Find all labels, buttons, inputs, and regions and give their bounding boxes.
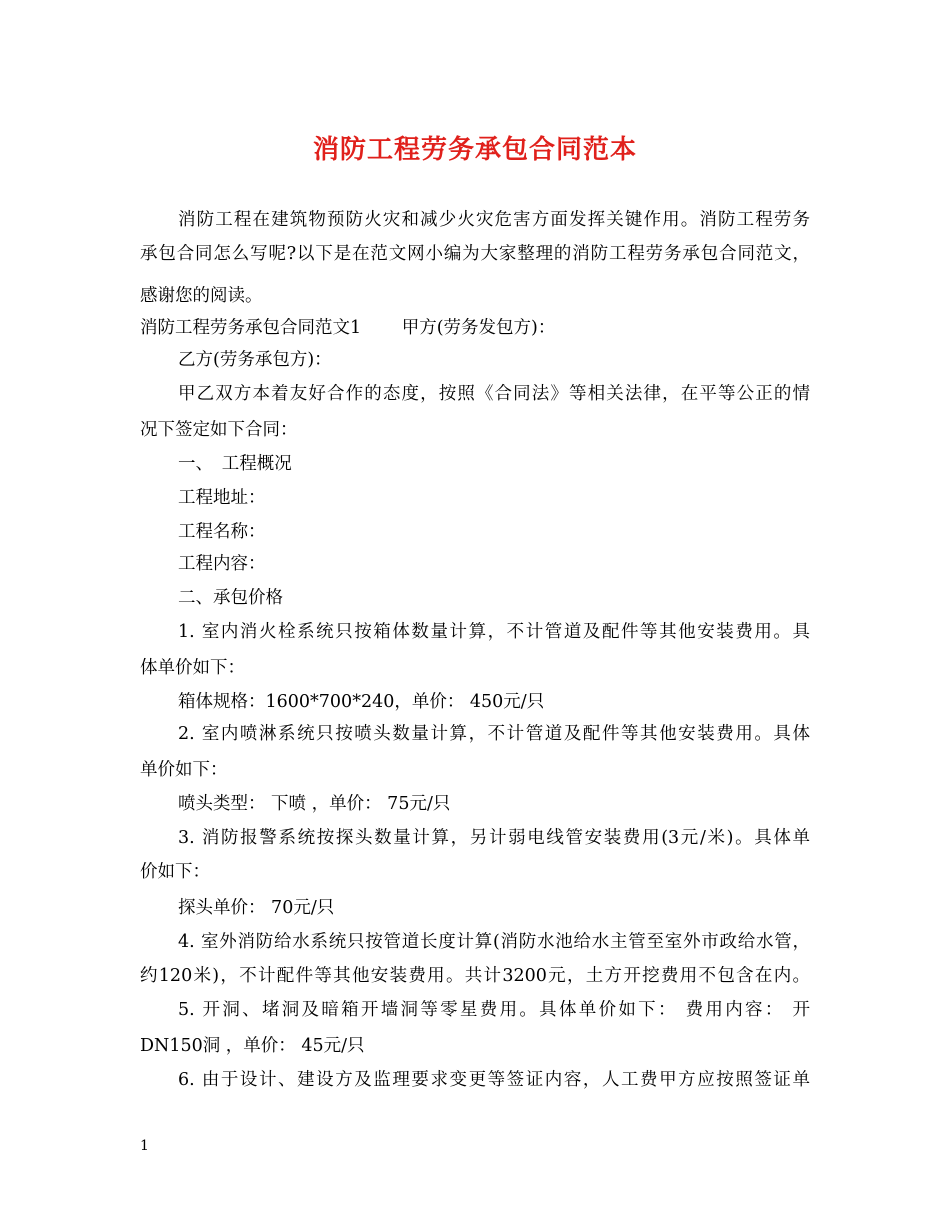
paragraph-line: 单价如下： <box>140 760 228 780</box>
paragraph-line: 体单价如下： <box>140 658 245 678</box>
paragraph-line: 箱体规格：1600*700*240，单价： 450元/只 <box>178 692 545 712</box>
paragraph-line: 甲乙双方本着友好合作的态度，按照《合同法》等相关法律，在平等公正的情 <box>178 384 810 404</box>
paragraph-line: 价如下： <box>140 862 210 882</box>
paragraph-line: 2. 室内喷淋系统只按喷头数量计算，不计管道及配件等其他安装费用。具体 <box>178 724 810 744</box>
paragraph-line: 消防工程劳务承包合同范文1 甲方(劳务发包方)： <box>140 318 556 338</box>
paragraph-line: 乙方(劳务承包方)： <box>178 350 332 370</box>
paragraph-line: 6. 由于设计、建设方及监理要求变更等签证内容，人工费甲方应按照签证单 <box>178 1070 810 1090</box>
paragraph-line: 工程地址： <box>178 488 266 508</box>
paragraph-line: 感谢您的阅读。 <box>140 286 263 306</box>
paragraph-line: 承包合同怎么写呢?以下是在范文网小编为大家整理的消防工程劳务承包合同范文， <box>140 244 810 264</box>
paragraph-line: 1. 室内消火栓系统只按箱体数量计算，不计管道及配件等其他安装费用。具 <box>178 622 810 642</box>
paragraph-line: 工程内容： <box>178 554 266 574</box>
page-number: 1 <box>140 1138 149 1154</box>
paragraph-line: 况下签定如下合同： <box>140 420 298 440</box>
paragraph-line: DN150洞 ，单价： 45元/只 <box>140 1036 365 1056</box>
paragraph-line: 5. 开洞、堵洞及暗箱开墙洞等零星费用。具体单价如下： 费用内容： 开 <box>178 1000 810 1020</box>
paragraph-line: 3. 消防报警系统按探头数量计算，另计弱电线管安装费用(3元/米)。具体单 <box>178 828 810 848</box>
paragraph-line: 探头单价： 70元/只 <box>178 898 335 918</box>
section-heading: 一、 工程概况 <box>178 454 292 474</box>
paragraph-line: 约120米)，不计配件等其他安装费用。共计3200元，土方开挖费用不包含在内。 <box>140 966 810 986</box>
section-heading: 二、承包价格 <box>178 588 283 608</box>
paragraph-line: 工程名称： <box>178 522 266 542</box>
paragraph-line: 喷头类型： 下喷 ，单价： 75元/只 <box>178 794 451 814</box>
paragraph-line: 4. 室外消防给水系统只按管道长度计算(消防水池给水主管至室外市政给水管， <box>178 932 810 952</box>
paragraph-line: 消防工程在建筑物预防火灾和减少火灾危害方面发挥关键作用。消防工程劳务 <box>178 210 810 230</box>
document-title: 消防工程劳务承包合同范本 <box>312 135 637 165</box>
